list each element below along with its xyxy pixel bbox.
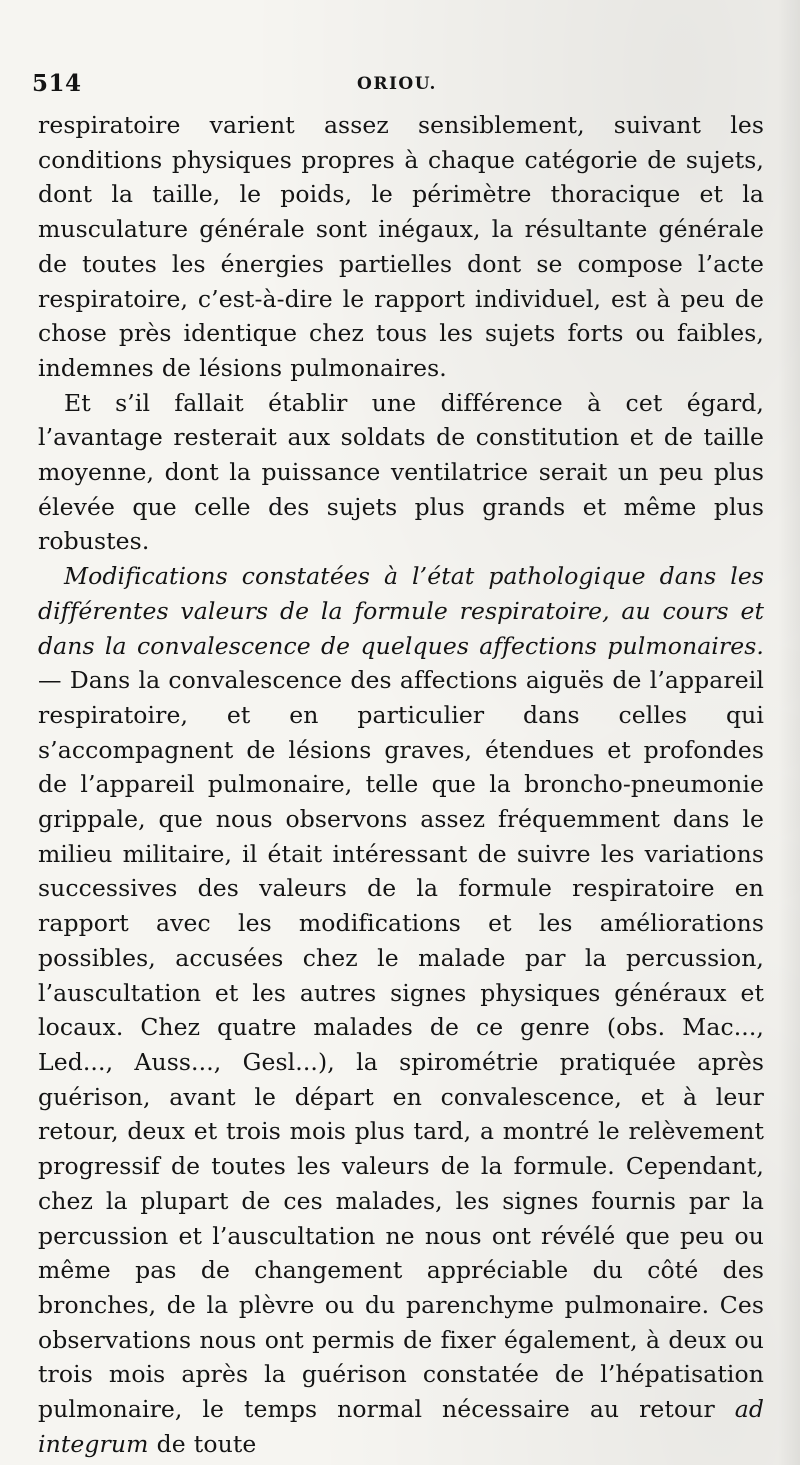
paragraph-tail: de toute xyxy=(148,1429,257,1458)
section-title: Modifications constatées à l’état pathologique dans les différentes valeurs de la formule respiratoire, au cours et dans la convalescence de quelques affections pulmonaires. xyxy=(38,562,764,660)
scan-edge-shadow xyxy=(778,0,800,1465)
page-number: 514 xyxy=(32,70,82,97)
latin-phrase: ad integrum xyxy=(38,1395,764,1458)
title-dash: — xyxy=(38,666,70,695)
paragraph-modifications xyxy=(38,559,764,1461)
paragraph-continuation: respiratoire varient assez sensiblement, suivant les conditions physiques propres à chaque catégorie de sujets, dont la taille, le poids, le périmètre thoracique et la musculature générale sont inégaux, la résultante générale de toutes les énergies partielles dont se compose l’acte respiratoire, c’est-à-dire le rapport individuel, est à peu de chose près identique chez tous les sujets forts ou faibles, indemnes de lésions pulmonaires. xyxy=(38,111,764,382)
paragraph-modifications-text: Dans la convalescence des affections aiguës de l’appareil respiratoire, et en particulier dans celles qui s’accompagnent de lésions graves, étendues et profondes de l’appareil pulmonaire, telle que la broncho-pneumonie grippale, que nous observons assez fréquemment dans le milieu militaire, il était intéressant de suivre les variations successives des valeurs de la formule respiratoire en rapport avec les modifications et les améliorations possibles, accusées chez le malade par la percussion, l’auscultation et les autres signes physiques généraux et locaux. Chez quatre malades de ce genre (obs. Mac..., Led..., Auss..., Gesl...), la spirométrie pratiquée après guérison, avant le départ en convalescence, et à leur retour, deux et trois mois plus tard, a montré le relèvement progressif de toutes les valeurs de la formule. Cependant, chez la plupart de ces malades, les signes fournis par la percussion et l’auscultation ne nous ont révélé que peu ou même pas de changement appréciable du côté des bronches, de la plèvre ou du parenchyme pulmonaire. Ces observations nous ont permis de fixer également, à deux ou trois mois après la guérison constatée de l’hépatisation pulmonaire, le temps normal nécessaire au retour xyxy=(38,666,764,1424)
body-text xyxy=(38,108,764,1461)
page-header xyxy=(32,70,762,100)
running-head: ORIOU. xyxy=(357,74,437,94)
paragraph-advantage: Et s’il fallait établir une différence à cet égard, l’avantage resterait aux soldats de constitution et de taille moyenne, dont la puissance ventilatrice serait un peu plus élevée que celle des sujets plus grands et même plus robustes. xyxy=(38,388,764,556)
